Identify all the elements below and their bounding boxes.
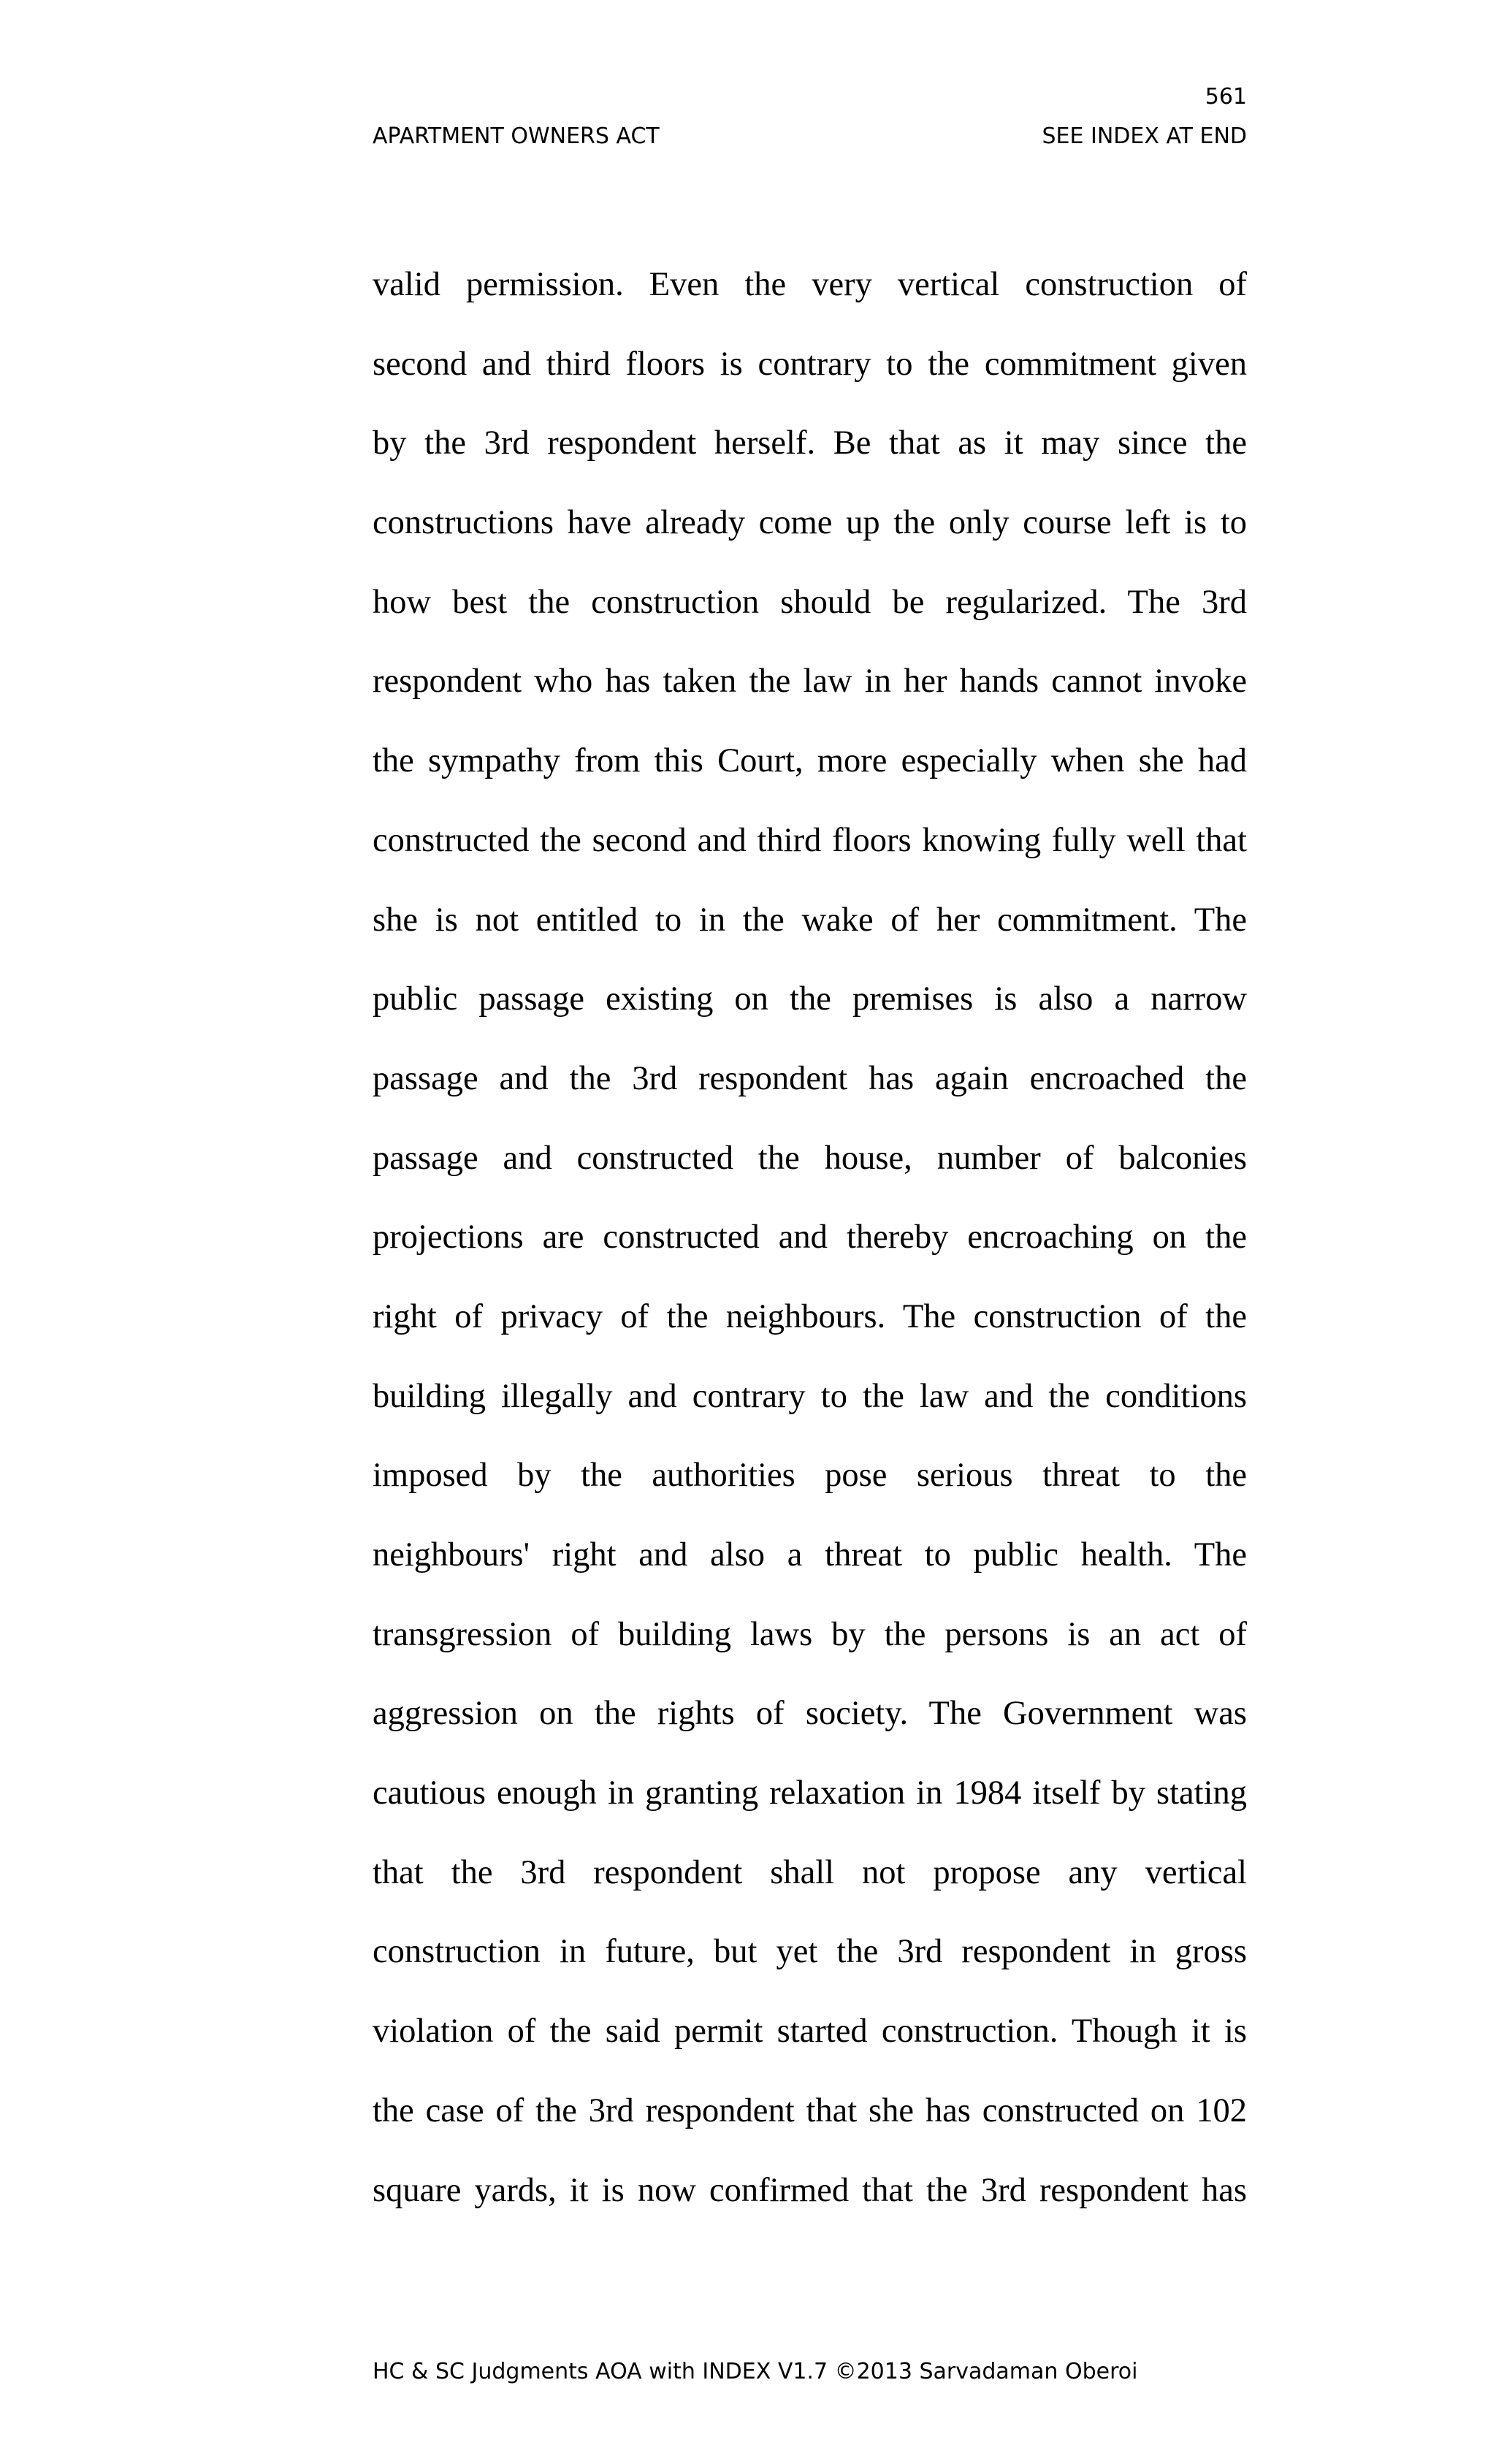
judgment-body-text xyxy=(373,260,1247,2245)
text-line: passage and the 3rd respondent has again encroached the xyxy=(373,1059,1247,1097)
text-line: by the 3rd respondent herself. Be that as it may since the xyxy=(373,424,1247,462)
text-line: constructed the second and third floors knowing fully well that xyxy=(373,821,1247,859)
text-line: constructions have already come up the only course left is to xyxy=(373,504,1247,542)
text-line: transgression of building laws by the persons is an act of xyxy=(373,1615,1247,1653)
text-line: public passage existing on the premises is also a narrow xyxy=(373,980,1247,1018)
text-line: how best the construction should be regularized. The 3rd xyxy=(373,583,1247,621)
text-line: the sympathy from this Court, more especially when she had xyxy=(373,742,1247,780)
text-line: the case of the 3rd respondent that she has constructed on 102 xyxy=(373,2091,1247,2129)
text-line: she is not entitled to in the wake of her commitment. The xyxy=(373,901,1247,939)
text-line: neighbours' right and also a threat to public health. The xyxy=(373,1536,1247,1574)
text-line: square yards, it is now confirmed that the 3rd respondent has xyxy=(373,2171,1247,2209)
text-line: violation of the said permit started construction. Though it is xyxy=(373,2013,1247,2051)
text-line: second and third floors is contrary to the commitment given xyxy=(373,345,1247,383)
text-line: aggression on the rights of society. The Government was xyxy=(373,1695,1247,1733)
header-index-note: SEE INDEX AT END xyxy=(1042,123,1247,149)
page-footer: HC & SC Judgments AOA with INDEX V1.7 ©2013 Sarvadaman Oberoi xyxy=(373,2359,1138,2384)
text-line: imposed by the authorities pose serious threat to the xyxy=(373,1457,1247,1495)
text-line: cautious enough in granting relaxation in 1984 itself by stating xyxy=(373,1774,1247,1812)
text-line: valid permission. Even the very vertical construction of xyxy=(373,266,1247,303)
text-line: passage and constructed the house, number of balconies xyxy=(373,1139,1247,1177)
text-line: projections are constructed and thereby encroaching on the xyxy=(373,1218,1247,1256)
text-line: building illegally and contrary to the law and the conditions xyxy=(373,1377,1247,1415)
text-line: respondent who has taken the law in her hands cannot invoke xyxy=(373,663,1247,701)
text-line: right of privacy of the neighbours. The construction of the xyxy=(373,1297,1247,1335)
header-title: APARTMENT OWNERS ACT xyxy=(373,123,660,149)
page-number: 561 xyxy=(1205,84,1247,110)
text-line: that the 3rd respondent shall not propose any vertical xyxy=(373,1853,1247,1891)
text-line: construction in future, but yet the 3rd respondent in gross xyxy=(373,1933,1247,1971)
